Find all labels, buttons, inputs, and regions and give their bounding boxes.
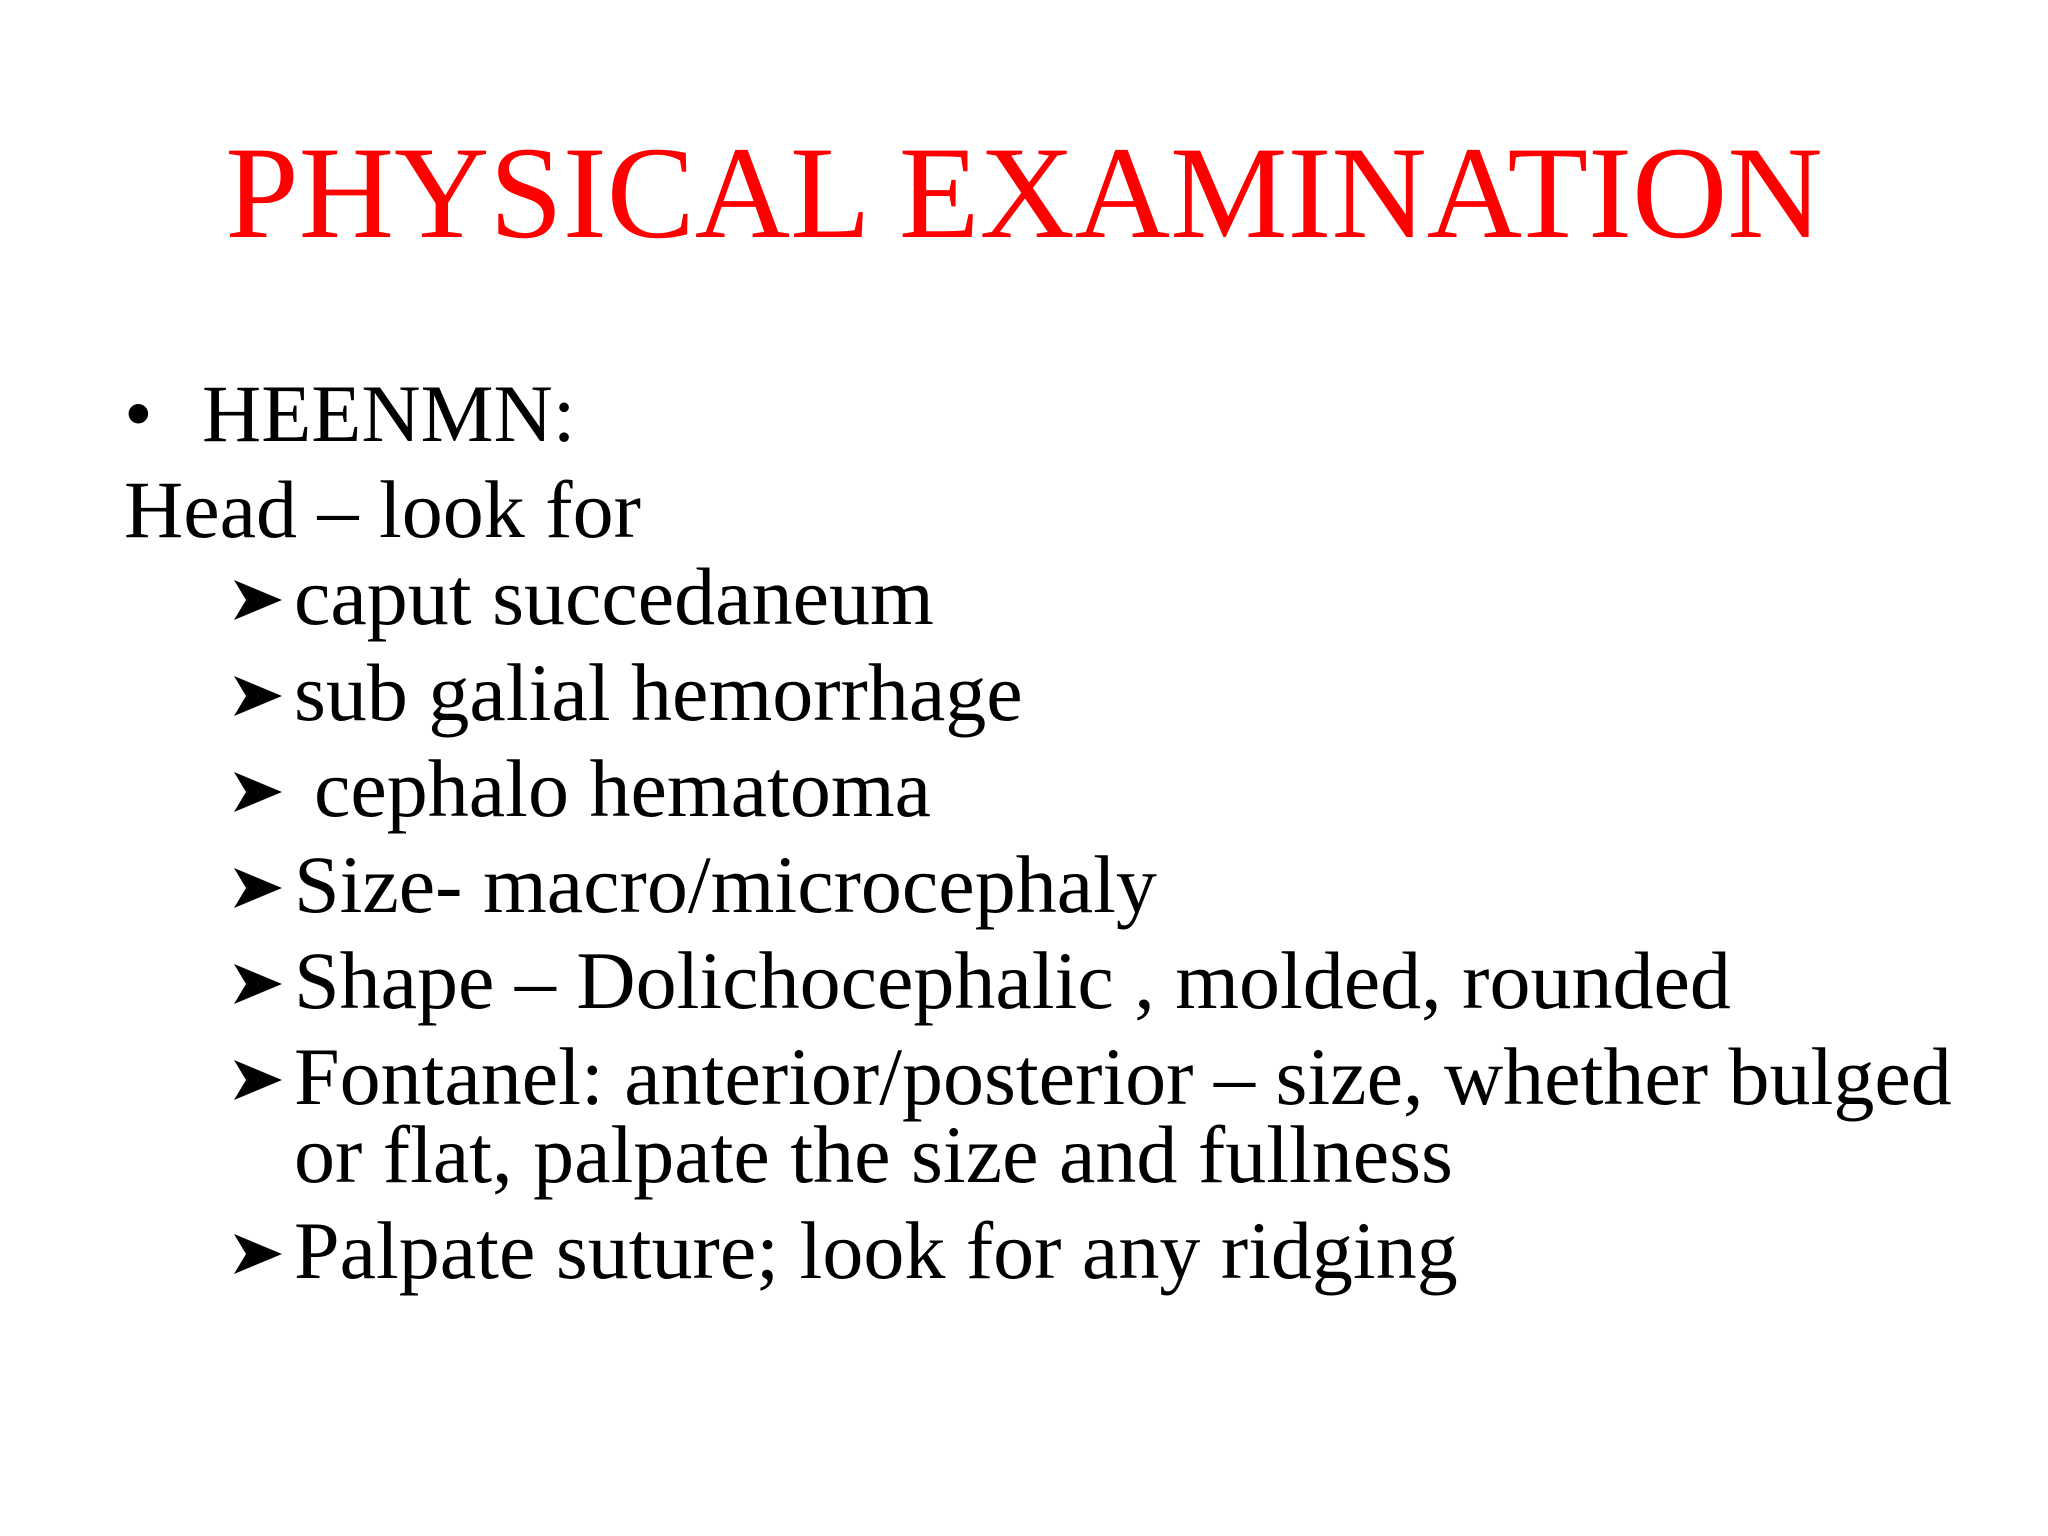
list-item [232, 551, 1992, 642]
list-item-text: sub galial hemorrhage [294, 647, 1023, 738]
list-item-text: Palpate suture; look for any ridging [294, 1205, 1458, 1296]
list-item [232, 1031, 1992, 1200]
arrowhead-bullet-icon [232, 1038, 294, 1116]
arrowhead-bullet-icon [232, 846, 294, 924]
bullet-heenmn-label: HEENMN: [202, 368, 576, 459]
head-checklist [232, 551, 1992, 1308]
list-item-text: caput succedaneum [294, 551, 934, 642]
arrowhead-bullet-icon [232, 558, 294, 636]
list-item [232, 935, 1992, 1026]
list-item-text: Size- macro/microcephaly [294, 839, 1157, 930]
arrowhead-bullet-icon [232, 942, 294, 1020]
bullet-heenmn [124, 366, 576, 462]
bullet-dot-icon: • [124, 368, 153, 459]
slide-title: PHYSICAL EXAMINATION [225, 119, 1823, 266]
list-item [232, 839, 1992, 930]
list-item [232, 1205, 1992, 1296]
list-item [232, 647, 1992, 738]
arrowhead-bullet-icon [232, 1212, 294, 1290]
list-item-text: Fontanel: anterior/posterior – size, whether bulged or flat, palpate the size and fullness [294, 1031, 1952, 1200]
list-item-text: cephalo hematoma [314, 743, 932, 834]
list-item-text: Shape – Dolichocephalic , molded, rounded [294, 935, 1731, 1026]
list-item [232, 743, 1992, 834]
subheading-head: Head – look for [124, 464, 641, 555]
arrowhead-bullet-icon [232, 750, 294, 828]
arrowhead-bullet-icon [232, 654, 294, 732]
